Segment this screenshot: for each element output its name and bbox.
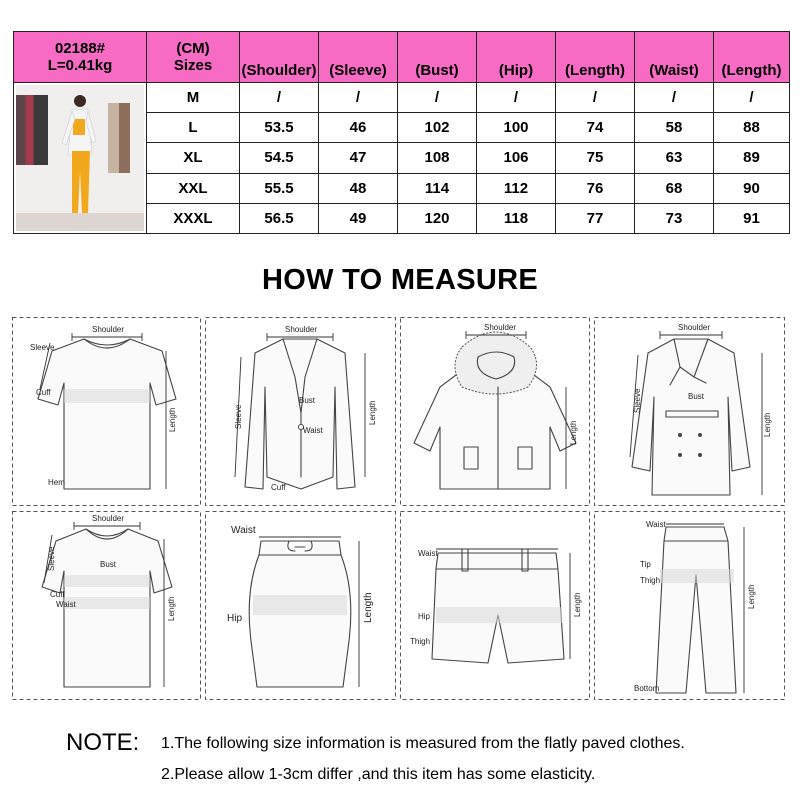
sizes-label: Sizes — [173, 57, 213, 74]
table-row — [14, 83, 790, 113]
waist-label: Waist — [303, 426, 323, 435]
length-label: Length — [747, 584, 756, 609]
sleeve-label: Sleeve — [234, 404, 243, 429]
column-header: (Waist) — [635, 32, 714, 83]
blazer-diagram — [205, 317, 396, 506]
parka-diagram — [400, 317, 590, 506]
value-cell: 74 — [556, 113, 635, 143]
value-cell: 73 — [635, 203, 714, 233]
size-cell: XXXL — [147, 203, 240, 233]
value-cell: 100 — [477, 113, 556, 143]
note-label: NOTE: — [66, 729, 140, 756]
bust-label: Bust — [100, 560, 117, 569]
note-item: 2.Please allow 1-3cm differ ,and this item has some elasticity. — [161, 766, 596, 783]
value-cell: / — [398, 83, 477, 113]
cuff-label: Cuff — [36, 388, 51, 397]
product-code-cell — [14, 32, 147, 83]
value-cell: 56.5 — [240, 203, 319, 233]
length-label: Length — [569, 420, 578, 445]
dress-diagram — [12, 511, 201, 700]
shorts-diagram — [400, 511, 590, 700]
value-cell: 89 — [714, 143, 790, 173]
size-cell: L — [147, 113, 240, 143]
value-cell: 58 — [635, 113, 714, 143]
note-item: 1.The following size information is measured from the flatly paved clothes. — [161, 735, 685, 752]
value-cell: 76 — [556, 173, 635, 203]
length-label: Length — [168, 407, 177, 432]
column-header: (Sleeve) — [319, 32, 398, 83]
value-cell: 47 — [319, 143, 398, 173]
tip-label: Tip — [640, 560, 651, 569]
shoulder-label: Shoulder — [285, 325, 318, 334]
hip-label: Hip — [227, 613, 243, 624]
value-cell: / — [319, 83, 398, 113]
value-cell: 54.5 — [240, 143, 319, 173]
hip-label: Hip — [418, 612, 431, 621]
size-cell: XXL — [147, 173, 240, 203]
length-label: Length — [363, 592, 374, 623]
length-label: Length — [167, 596, 176, 621]
bottom-label: Bottom — [634, 684, 660, 693]
value-cell: 118 — [477, 203, 556, 233]
table-header-row — [14, 32, 790, 83]
column-header: (Length) — [556, 32, 635, 83]
unit-label: (CM) — [176, 40, 210, 57]
value-cell: 48 — [319, 173, 398, 203]
length-label: Length — [368, 400, 377, 425]
value-cell: 46 — [319, 113, 398, 143]
column-header: (Hip) — [477, 32, 556, 83]
waist-label: Waist — [231, 525, 256, 536]
value-cell: 108 — [398, 143, 477, 173]
value-cell: / — [714, 83, 790, 113]
sizes-header-cell — [147, 32, 240, 83]
skirt-diagram — [205, 511, 396, 700]
pants-outline-icon — [656, 527, 736, 693]
column-header: (Bust) — [398, 32, 477, 83]
value-cell: 63 — [635, 143, 714, 173]
value-cell: 106 — [477, 143, 556, 173]
value-cell: 88 — [714, 113, 790, 143]
product-photo — [16, 85, 144, 231]
product-weight: L=0.41kg — [47, 57, 113, 74]
value-cell: 114 — [398, 173, 477, 203]
column-header: (Length) — [714, 32, 790, 83]
sleeve-label: Sleeve — [633, 388, 642, 413]
size-cell: XL — [147, 143, 240, 173]
value-cell: 68 — [635, 173, 714, 203]
value-cell: 90 — [714, 173, 790, 203]
value-cell: 112 — [477, 173, 556, 203]
sleeve-label: Sleeve — [30, 343, 55, 352]
bust-label: Bust — [688, 392, 705, 401]
value-cell: / — [240, 83, 319, 113]
thigh-label: Thigh — [640, 576, 661, 585]
waist-label: Waist — [646, 520, 666, 529]
value-cell: 120 — [398, 203, 477, 233]
tshirt-outline-icon — [38, 339, 176, 489]
product-code: 02188# — [54, 40, 106, 57]
pants-diagram — [594, 511, 785, 700]
value-cell: 91 — [714, 203, 790, 233]
how-to-measure-title: HOW TO MEASURE — [262, 264, 538, 296]
blazer-outline-icon — [245, 339, 355, 489]
length-label: Length — [763, 412, 772, 437]
value-cell: 102 — [398, 113, 477, 143]
shoulder-label: Shoulder — [92, 325, 125, 334]
waist-label: Waist — [56, 600, 76, 609]
value-cell: 75 — [556, 143, 635, 173]
size-cell: M — [147, 83, 240, 113]
length-label: Length — [573, 592, 582, 617]
bust-label: Bust — [299, 396, 316, 405]
value-cell: 49 — [319, 203, 398, 233]
value-cell: / — [477, 83, 556, 113]
value-cell: / — [556, 83, 635, 113]
column-header: (Shoulder) — [240, 32, 319, 83]
shoulder-label: Shoulder — [92, 514, 125, 523]
sleeve-label: Sleeve — [47, 546, 56, 571]
value-cell: 77 — [556, 203, 635, 233]
value-cell: 53.5 — [240, 113, 319, 143]
waist-label: Waist — [418, 549, 438, 558]
value-cell: / — [635, 83, 714, 113]
thigh-label: Thigh — [410, 637, 431, 646]
cuff-label: Cuff — [50, 590, 65, 599]
shoulder-label: Shoulder — [484, 323, 517, 332]
hem-label: Hem — [48, 478, 65, 487]
cuff-label: Cuff — [271, 483, 286, 492]
coat-diagram — [594, 317, 785, 506]
product-photo-cell — [14, 83, 147, 234]
shoulder-label: Shoulder — [678, 323, 711, 332]
value-cell: 55.5 — [240, 173, 319, 203]
tshirt-diagram — [12, 317, 201, 506]
size-chart-table — [13, 31, 790, 234]
